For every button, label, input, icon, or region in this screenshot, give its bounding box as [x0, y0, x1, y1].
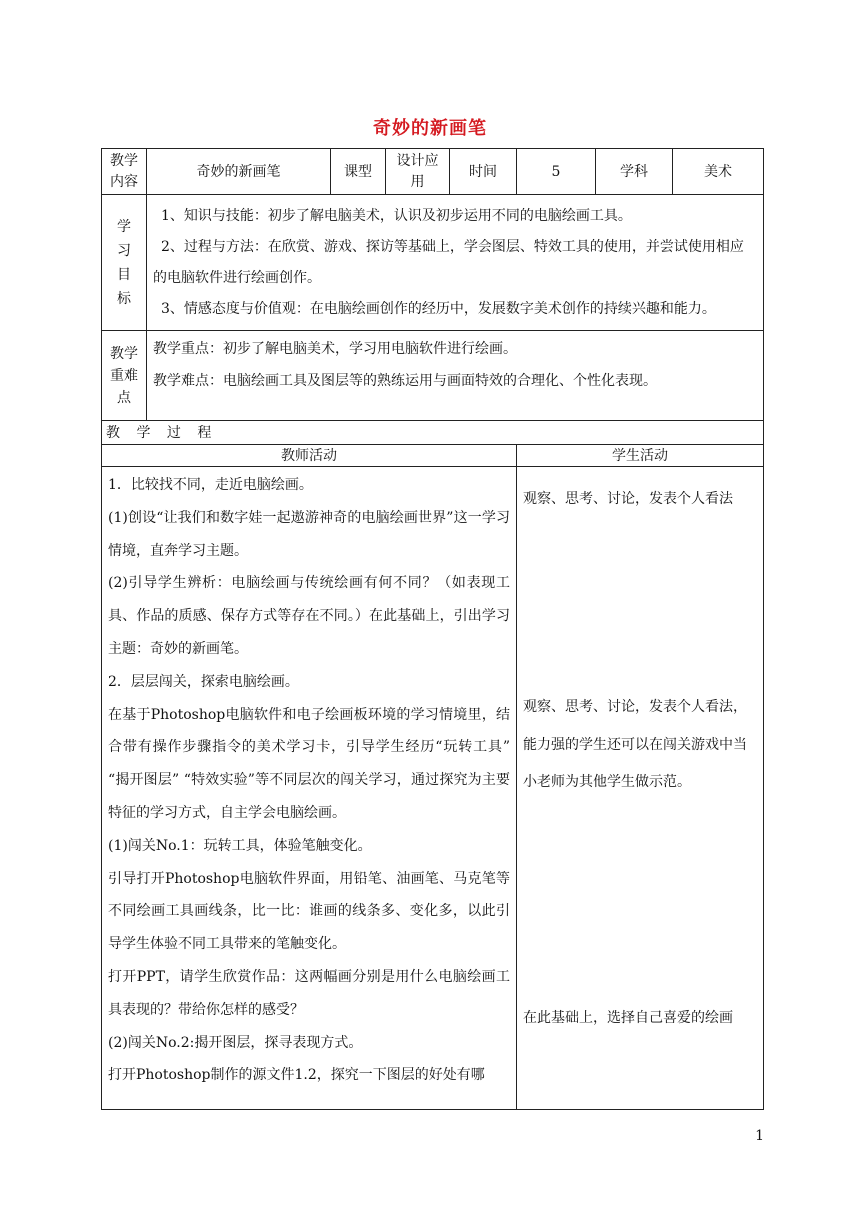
- lesson-plan-table: [101, 148, 764, 1110]
- goals-label-char: 目: [117, 266, 131, 283]
- process-label: 教 学 过 程: [102, 421, 764, 445]
- teacher-activity-header: 教师活动: [102, 445, 517, 467]
- teacher-line: (2)引导学生辨析：电脑绘画与传统绘画有何不同？（如表现工具、作品的质感、保存方式等存在不同。）在此基础上，引出学习主题：奇妙的新画笔。: [108, 575, 510, 657]
- teacher-line: 1．比较找不同，走近电脑绘画。: [108, 477, 313, 493]
- goals-label-char: 习: [117, 242, 131, 259]
- page-number: 1: [755, 1128, 764, 1144]
- activity-content-row: [102, 467, 764, 1110]
- teacher-line: 打开Photoshop制作的源文件1.2，探究一下图层的好处有哪: [108, 1067, 485, 1084]
- student-note: 观察、思考、讨论，发表个人看法: [523, 491, 733, 507]
- student-note: 在此基础上，选择自己喜爱的绘画: [523, 1010, 733, 1027]
- goals-label-char: 标: [117, 290, 131, 307]
- focus-label-line: 点: [117, 389, 131, 406]
- teacher-line: (2)闯关No.2:揭开图层，探寻表现方式。: [108, 1034, 363, 1051]
- key-point: 教学重点：初步了解电脑美术，学习用电脑软件进行绘画。: [153, 341, 517, 357]
- focus-label-line: 重难: [110, 367, 138, 384]
- subject-label: 学科: [596, 149, 673, 195]
- header-row: [102, 149, 764, 195]
- process-label-row: [102, 421, 764, 445]
- goals-content: [147, 195, 764, 331]
- focus-label-cell: [102, 331, 147, 421]
- time-value: 5: [517, 149, 596, 195]
- type-value-line-2: 用: [410, 173, 425, 190]
- goals-label-char: 学: [117, 218, 131, 235]
- teacher-line: 2．层层闯关，探索电脑绘画。: [108, 673, 299, 690]
- content-label-cell: [102, 149, 147, 195]
- student-note: 观察、思考、讨论，发表个人看法，能力强的学生还可以在闯关游戏中当小老师为其他学生做示范。: [523, 698, 747, 791]
- teacher-line: (1)创设“让我们和数字娃一起遨游神奇的电脑绘画世界”这一学习情境，直奔学习主题。: [108, 509, 510, 559]
- type-label: 课型: [331, 149, 386, 195]
- teacher-line: 引导打开Photoshop电脑软件界面，用铅笔、油画笔、马克笔等不同绘画工具画线条，比一比：谁画的线条多、变化多，以此引导学生体验不同工具带来的笔触变化。: [108, 870, 510, 953]
- focus-row: [102, 331, 764, 421]
- goal-item: 3、情感态度与价值观：在电脑绘画创作的经历中，发展数字美术创作的持续兴趣和能力。: [161, 300, 716, 317]
- difficulty-point: 教学难点：电脑绘画工具及图层等的熟练运用与画面特效的合理化、个性化表现。: [153, 373, 657, 389]
- focus-label-line: 教学: [110, 345, 138, 362]
- subject-value: 美术: [673, 149, 764, 195]
- focus-content: [147, 331, 764, 421]
- type-value-line-1: 设计应: [396, 152, 439, 169]
- student-activity-header: 学生活动: [517, 445, 764, 467]
- content-label-line-1: 教学: [110, 152, 138, 169]
- goals-row: [102, 195, 764, 331]
- goal-item: 1、知识与技能：初步了解电脑美术，认识及初步运用不同的电脑绘画工具。: [161, 207, 632, 224]
- teacher-line: (1)闯关No.1：玩转工具，体验笔触变化。: [108, 837, 372, 854]
- goal-item: 2、过程与方法：在欣赏、游戏、探访等基础上，学会图层、特效工具的使用，并尝试使用相应的电脑软件进行绘画创作。: [153, 238, 744, 286]
- content-value: 奇妙的新画笔: [147, 149, 331, 195]
- type-value-cell: [386, 149, 450, 195]
- activity-header-row: [102, 445, 764, 467]
- document-title: 奇妙的新画笔: [373, 118, 487, 139]
- teacher-activity-cell: [102, 467, 517, 1110]
- teacher-line: 在基于Photoshop电脑软件和电子绘画板环境的学习情境里，结合带有操作步骤指令的美术学习卡，引导学生经历“玩转工具” “揭开图层” “特效实验”等不同层次的闯关学习，通过探究为主要特征的学习方式，自主学会电脑绘画。: [108, 706, 510, 821]
- teacher-line: 打开PPT，请学生欣赏作品：这两幅画分别是用什么电脑绘画工具表现的？带给你怎样的感受？: [108, 968, 510, 1018]
- time-label: 时间: [450, 149, 517, 195]
- student-activity-cell: [517, 467, 764, 1110]
- content-label-line-2: 内容: [110, 173, 138, 190]
- goals-label-cell: [102, 195, 147, 331]
